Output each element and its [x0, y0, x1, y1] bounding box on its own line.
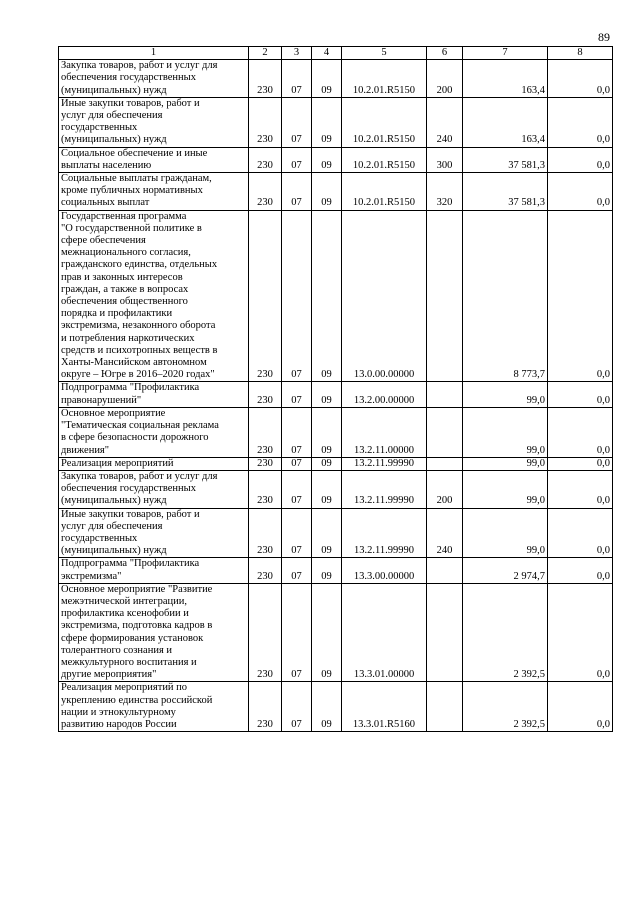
target-article-cell: 13.2.00.00000 — [342, 382, 427, 407]
table-row — [59, 583, 613, 682]
chapter-code-cell: 230 — [249, 558, 282, 583]
amount-cell: 2 974,7 — [463, 558, 548, 583]
target-article-cell: 13.3.01.R5160 — [342, 682, 427, 732]
target-article-cell: 13.2.11.99990 — [342, 470, 427, 508]
expense-type-cell: 240 — [427, 97, 463, 147]
subsection-code-cell: 09 — [312, 407, 342, 457]
chapter-code-cell: 230 — [249, 60, 282, 98]
section-code-cell: 07 — [282, 147, 312, 172]
section-code-cell: 07 — [282, 457, 312, 470]
amount-cell: 99,0 — [463, 457, 548, 470]
expense-type-cell — [427, 407, 463, 457]
amount-cell: 0,0 — [548, 583, 613, 682]
expense-type-cell: 320 — [427, 173, 463, 211]
item-name-cell: Закупка товаров, работ и услуг для обеспечения государственных (муниципальных) нужд — [59, 60, 249, 98]
amount-cell: 99,0 — [463, 508, 548, 558]
subsection-code-cell: 09 — [312, 558, 342, 583]
column-header: 4 — [312, 47, 342, 60]
section-code-cell: 07 — [282, 558, 312, 583]
amount-cell: 0,0 — [548, 147, 613, 172]
chapter-code-cell: 230 — [249, 210, 282, 382]
target-article-cell: 13.0.00.00000 — [342, 210, 427, 382]
amount-cell: 99,0 — [463, 382, 548, 407]
target-article-cell: 10.2.01.R5150 — [342, 60, 427, 98]
section-code-cell: 07 — [282, 382, 312, 407]
section-code-cell: 07 — [282, 210, 312, 382]
expense-type-cell — [427, 682, 463, 732]
expense-type-cell: 300 — [427, 147, 463, 172]
subsection-code-cell: 09 — [312, 210, 342, 382]
table-row — [59, 682, 613, 732]
item-name-cell: Подпрограмма "Профилактика правонарушений" — [59, 382, 249, 407]
item-name-cell: Иные закупки товаров, работ и услуг для обеспечения государственных (муниципальных) нужд — [59, 97, 249, 147]
expense-type-cell: 200 — [427, 470, 463, 508]
table-row — [59, 508, 613, 558]
item-name-cell: Закупка товаров, работ и услуг для обеспечения государственных (муниципальных) нужд — [59, 470, 249, 508]
chapter-code-cell: 230 — [249, 682, 282, 732]
column-header: 7 — [463, 47, 548, 60]
target-article-cell: 10.2.01.R5150 — [342, 147, 427, 172]
target-article-cell: 13.3.00.00000 — [342, 558, 427, 583]
amount-cell: 0,0 — [548, 210, 613, 382]
expense-type-cell — [427, 382, 463, 407]
target-article-cell: 13.2.11.99990 — [342, 508, 427, 558]
table-row — [59, 147, 613, 172]
expense-type-cell — [427, 558, 463, 583]
chapter-code-cell: 230 — [249, 457, 282, 470]
item-name-cell: Подпрограмма "Профилактика экстремизма" — [59, 558, 249, 583]
subsection-code-cell: 09 — [312, 97, 342, 147]
section-code-cell: 07 — [282, 173, 312, 211]
section-code-cell: 07 — [282, 583, 312, 682]
table-row — [59, 558, 613, 583]
section-code-cell: 07 — [282, 97, 312, 147]
item-name-cell: Реализация мероприятий — [59, 457, 249, 470]
amount-cell: 99,0 — [463, 470, 548, 508]
amount-cell: 0,0 — [548, 508, 613, 558]
subsection-code-cell: 09 — [312, 173, 342, 211]
amount-cell: 0,0 — [548, 382, 613, 407]
amount-cell: 0,0 — [548, 470, 613, 508]
expense-type-cell: 200 — [427, 60, 463, 98]
subsection-code-cell: 09 — [312, 583, 342, 682]
subsection-code-cell: 09 — [312, 470, 342, 508]
item-name-cell: Иные закупки товаров, работ и услуг для обеспечения государственных (муниципальных) нужд — [59, 508, 249, 558]
table-body — [59, 60, 613, 732]
section-code-cell: 07 — [282, 470, 312, 508]
column-header: 3 — [282, 47, 312, 60]
section-code-cell: 07 — [282, 407, 312, 457]
subsection-code-cell: 09 — [312, 508, 342, 558]
table-row — [59, 210, 613, 382]
chapter-code-cell: 230 — [249, 583, 282, 682]
chapter-code-cell: 230 — [249, 97, 282, 147]
table-row — [59, 407, 613, 457]
target-article-cell: 13.2.11.99990 — [342, 457, 427, 470]
section-code-cell: 07 — [282, 682, 312, 732]
amount-cell: 0,0 — [548, 60, 613, 98]
item-name-cell: Социальные выплаты гражданам, кроме публичных нормативных социальных выплат — [59, 173, 249, 211]
section-code-cell: 07 — [282, 60, 312, 98]
amount-cell: 0,0 — [548, 97, 613, 147]
item-name-cell: Основное мероприятие "Тематическая социальная реклама в сфере безопасности дорожного движения" — [59, 407, 249, 457]
amount-cell: 163,4 — [463, 60, 548, 98]
table-row — [59, 173, 613, 211]
column-header: 5 — [342, 47, 427, 60]
column-header: 8 — [548, 47, 613, 60]
amount-cell: 0,0 — [548, 558, 613, 583]
amount-cell: 2 392,5 — [463, 583, 548, 682]
subsection-code-cell: 09 — [312, 682, 342, 732]
expense-type-cell — [427, 210, 463, 382]
amount-cell: 8 773,7 — [463, 210, 548, 382]
subsection-code-cell: 09 — [312, 60, 342, 98]
table-row — [59, 97, 613, 147]
table-row — [59, 457, 613, 470]
chapter-code-cell: 230 — [249, 382, 282, 407]
chapter-code-cell: 230 — [249, 173, 282, 211]
table-row — [59, 470, 613, 508]
chapter-code-cell: 230 — [249, 147, 282, 172]
subsection-code-cell: 09 — [312, 382, 342, 407]
target-article-cell: 13.2.11.00000 — [342, 407, 427, 457]
expense-type-cell: 240 — [427, 508, 463, 558]
amount-cell: 0,0 — [548, 457, 613, 470]
subsection-code-cell: 09 — [312, 147, 342, 172]
target-article-cell: 13.3.01.00000 — [342, 583, 427, 682]
budget-table — [58, 46, 613, 732]
item-name-cell: Государственная программа "О государственной политике в сфере обеспечения межнационального согласия, гражданского единства, отдельных прав и законных интересов граждан, а также в вопросах обеспечения общественного порядка и профилактики экстремизма, незаконного оборота и потребления наркотических средств и психотропных веществ в Ханты-Мансийском автономном округе – Югре в 2016–2020 годах" — [59, 210, 249, 382]
target-article-cell: 10.2.01.R5150 — [342, 173, 427, 211]
chapter-code-cell: 230 — [249, 470, 282, 508]
section-code-cell: 07 — [282, 508, 312, 558]
column-header: 1 — [59, 47, 249, 60]
expense-type-cell — [427, 457, 463, 470]
column-header: 2 — [249, 47, 282, 60]
chapter-code-cell: 230 — [249, 508, 282, 558]
amount-cell: 0,0 — [548, 173, 613, 211]
item-name-cell: Реализация мероприятий по укреплению единства российской нации и этнокультурному развитию народов России — [59, 682, 249, 732]
column-header: 6 — [427, 47, 463, 60]
amount-cell: 37 581,3 — [463, 173, 548, 211]
page-number: 89 — [598, 30, 610, 44]
subsection-code-cell: 09 — [312, 457, 342, 470]
item-name-cell: Социальное обеспечение и иные выплаты населению — [59, 147, 249, 172]
table-row — [59, 60, 613, 98]
amount-cell: 37 581,3 — [463, 147, 548, 172]
chapter-code-cell: 230 — [249, 407, 282, 457]
item-name-cell: Основное мероприятие "Развитие межэтнической интеграции, профилактика ксенофобии и экстремизма, подготовка кадров в сфере формирования установок толерантного сознания и межкультурного воспитания и другие мероприятия" — [59, 583, 249, 682]
amount-cell: 163,4 — [463, 97, 548, 147]
expense-type-cell — [427, 583, 463, 682]
amount-cell: 99,0 — [463, 407, 548, 457]
table-header-row — [59, 47, 613, 60]
amount-cell: 0,0 — [548, 407, 613, 457]
target-article-cell: 10.2.01.R5150 — [342, 97, 427, 147]
table-row — [59, 382, 613, 407]
amount-cell: 2 392,5 — [463, 682, 548, 732]
amount-cell: 0,0 — [548, 682, 613, 732]
